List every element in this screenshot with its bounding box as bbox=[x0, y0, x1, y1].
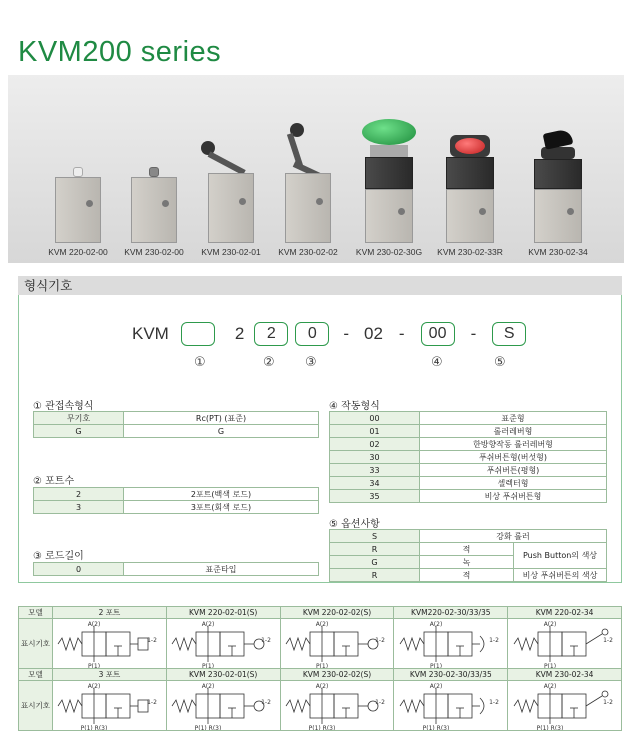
table-cell: 0 bbox=[34, 563, 124, 576]
code-segment: 02 bbox=[363, 324, 383, 343]
table-cell: 00 bbox=[330, 412, 420, 425]
port-label: P(1) R(3) bbox=[81, 724, 108, 730]
product-kvm-230-02-01 bbox=[191, 141, 271, 257]
port-label: A(2) bbox=[315, 682, 329, 690]
valve-symbol bbox=[282, 682, 392, 730]
symbol-2port-selector bbox=[508, 619, 622, 669]
port-label: 1-2 bbox=[261, 636, 272, 644]
port-label: P(1) R(3) bbox=[536, 724, 563, 730]
port-label: A(2) bbox=[88, 682, 101, 690]
table-rod-length bbox=[33, 562, 319, 576]
valve-symbol bbox=[168, 682, 278, 730]
symbol-2port-roller bbox=[166, 619, 280, 669]
table-cell: KVM 220-02-02(S) bbox=[280, 607, 394, 619]
table-cell: 2포트(백색 로드) bbox=[124, 488, 319, 501]
port-label: 1-2 bbox=[147, 636, 158, 644]
code-index-3: ③ bbox=[305, 355, 317, 370]
table-cell: 33 bbox=[330, 464, 420, 477]
symbol-3port-pushbutton bbox=[394, 681, 508, 731]
port-label: 1-2 bbox=[375, 698, 385, 706]
port-label: 1-2 bbox=[488, 698, 499, 706]
product-kvm-230-02-02 bbox=[268, 123, 348, 257]
table1-title: ① 관접속형식 bbox=[33, 401, 94, 412]
port-label: P(1) R(3) bbox=[194, 724, 222, 730]
code-dash: - bbox=[470, 324, 477, 343]
port-label: A(2) bbox=[543, 682, 556, 690]
table-cell: 셀렉터형 bbox=[420, 477, 607, 490]
code-prefix: KVM bbox=[132, 324, 169, 343]
table-cell: 30 bbox=[330, 451, 420, 464]
table-cell: 적 bbox=[420, 543, 514, 556]
product-caption: KVM 230-02-34 bbox=[528, 247, 588, 257]
table-cell: 01 bbox=[330, 425, 420, 438]
table-cell: 롤러레버형 bbox=[420, 425, 607, 438]
port-label: A(2) bbox=[315, 620, 329, 628]
table-cell: 3포트(회색 로드) bbox=[124, 501, 319, 514]
product-caption: KVM 230-02-30G bbox=[355, 247, 423, 257]
product-caption: KVM 230-02-33R bbox=[437, 247, 503, 257]
port-label: A(2) bbox=[201, 620, 215, 628]
table-cell: 푸쉬버튼(평형) bbox=[420, 464, 607, 477]
port-label: A(2) bbox=[429, 620, 443, 628]
table-cell: 3 bbox=[34, 501, 124, 514]
symbol-3port-oneway-roller bbox=[280, 681, 394, 731]
valve-symbol bbox=[282, 620, 392, 668]
code-index-1: ① bbox=[194, 355, 206, 370]
table-cell: G bbox=[34, 425, 124, 438]
table-cell: 모델 bbox=[19, 607, 53, 619]
table-operation bbox=[329, 411, 607, 503]
table-cell: 표시기호 bbox=[19, 681, 53, 731]
table5-title: ⑤ 옵션사항 bbox=[329, 519, 380, 530]
code-digit-two: 2 bbox=[234, 324, 245, 343]
port-label: A(2) bbox=[543, 620, 556, 628]
symbol-3port-selector bbox=[508, 681, 622, 731]
port-label: P(1) bbox=[202, 662, 215, 668]
product-caption: KVM 220-02-00 bbox=[48, 247, 108, 257]
symbol-2port-pushbutton bbox=[394, 619, 508, 669]
table-cell: KVM 220-02-01(S) bbox=[166, 607, 280, 619]
table-cell: 한방향작동 롤러레버형 bbox=[420, 438, 607, 451]
port-label: 1-2 bbox=[602, 636, 613, 644]
valve-symbol bbox=[54, 682, 164, 730]
valve-symbol bbox=[396, 682, 506, 730]
product-kvm-230-02-30g bbox=[348, 119, 430, 257]
table-cell: Rc(PT) (표준) bbox=[124, 412, 319, 425]
table-cell: 무기호 bbox=[34, 412, 124, 425]
code-box-connection bbox=[181, 322, 215, 346]
table-cell: KVM220-02-30/33/35 bbox=[394, 607, 508, 619]
port-label: P(1) bbox=[88, 662, 101, 668]
product-kvm-220-02-00 bbox=[38, 167, 118, 257]
product-caption: KVM 230-02-01 bbox=[201, 247, 261, 257]
table-cell: 34 bbox=[330, 477, 420, 490]
code-dash: - bbox=[398, 324, 405, 343]
port-label: P(1) R(3) bbox=[308, 724, 336, 730]
table-options bbox=[329, 529, 607, 582]
product-caption: KVM 230-02-00 bbox=[124, 247, 184, 257]
model-code bbox=[132, 322, 526, 346]
product-kvm-230-02-34 bbox=[518, 131, 598, 257]
code-box-ports: 2 bbox=[254, 322, 288, 346]
code-index-5: ⑤ bbox=[494, 355, 506, 370]
port-label: 1-2 bbox=[602, 698, 613, 706]
table-cell: 푸쉬버튼형(버섯형) bbox=[420, 451, 607, 464]
valve-symbol bbox=[510, 620, 620, 668]
port-label: 1-2 bbox=[261, 698, 272, 706]
table3-title: ③ 로드길이 bbox=[33, 551, 84, 562]
symbol-table bbox=[18, 606, 622, 731]
table-cell: 비상 푸쉬버튼의 색상 bbox=[514, 569, 607, 582]
table-cell: R bbox=[330, 543, 420, 556]
symbol-2port-oneway-roller bbox=[280, 619, 394, 669]
code-box-rod: 0 bbox=[295, 322, 329, 346]
table-cell: G bbox=[124, 425, 319, 438]
port-label: P(1) bbox=[429, 662, 442, 668]
product-photo-band bbox=[8, 75, 624, 263]
table-cell: Push Button의 색상 bbox=[514, 543, 607, 569]
product-kvm-230-02-00 bbox=[114, 167, 194, 257]
table-cell: 강화 롤러 bbox=[420, 530, 607, 543]
table-cell: KVM 230-02-01(S) bbox=[166, 669, 280, 681]
table4-title: ④ 작동형식 bbox=[329, 401, 380, 412]
table-cell: KVM 230-02-34 bbox=[508, 669, 622, 681]
table2-title: ② 포트수 bbox=[33, 476, 75, 487]
table-cell: 녹 bbox=[420, 556, 514, 569]
port-label: P(1) R(3) bbox=[422, 724, 450, 730]
table-cell: 표준형 bbox=[420, 412, 607, 425]
table-cell: 적 bbox=[420, 569, 514, 582]
table-cell: KVM 230-02-30/33/35 bbox=[394, 669, 508, 681]
port-label: 1-2 bbox=[147, 698, 158, 706]
table-cell: 02 bbox=[330, 438, 420, 451]
symbol-3port-std bbox=[53, 681, 167, 731]
symbol-2port-std bbox=[53, 619, 167, 669]
port-label: P(1) bbox=[315, 662, 329, 668]
code-index-4: ④ bbox=[431, 355, 443, 370]
table-cell: KVM 220-02-34 bbox=[508, 607, 622, 619]
port-label: 1-2 bbox=[488, 636, 499, 644]
code-box-option: S bbox=[492, 322, 526, 346]
table-connection bbox=[33, 411, 319, 438]
table-cell: 비상 푸쉬버튼형 bbox=[420, 490, 607, 503]
product-caption: KVM 230-02-02 bbox=[278, 247, 338, 257]
port-label: 1-2 bbox=[375, 636, 385, 644]
code-box-operation: 00 bbox=[421, 322, 455, 346]
symbol-3port-roller bbox=[166, 681, 280, 731]
table-cell: 표준타입 bbox=[124, 563, 319, 576]
valve-symbol bbox=[396, 620, 506, 668]
port-label: A(2) bbox=[88, 620, 101, 628]
table-cell: 모델 bbox=[19, 669, 53, 681]
table-ports bbox=[33, 487, 319, 514]
port-label: A(2) bbox=[201, 682, 215, 690]
table-cell: S bbox=[330, 530, 420, 543]
port-label: P(1) bbox=[543, 662, 556, 668]
product-kvm-230-02-33r bbox=[429, 135, 511, 257]
valve-symbol bbox=[168, 620, 278, 668]
table-cell: 35 bbox=[330, 490, 420, 503]
table-cell: G bbox=[330, 556, 420, 569]
port-label: A(2) bbox=[429, 682, 443, 690]
table-cell: 3 포트 bbox=[53, 669, 167, 681]
page-title: KVM200 series bbox=[18, 36, 222, 68]
valve-symbol bbox=[54, 620, 164, 668]
table-cell: 2 bbox=[34, 488, 124, 501]
code-dash: - bbox=[343, 324, 349, 343]
valve-symbol bbox=[510, 682, 620, 730]
code-index-2: ② bbox=[263, 355, 275, 370]
table-cell: KVM 230-02-02(S) bbox=[280, 669, 394, 681]
table-cell: 표시기호 bbox=[19, 619, 53, 669]
table-cell: R bbox=[330, 569, 420, 582]
section-title: 형식기호 bbox=[18, 276, 622, 295]
table-cell: 2 포트 bbox=[53, 607, 167, 619]
